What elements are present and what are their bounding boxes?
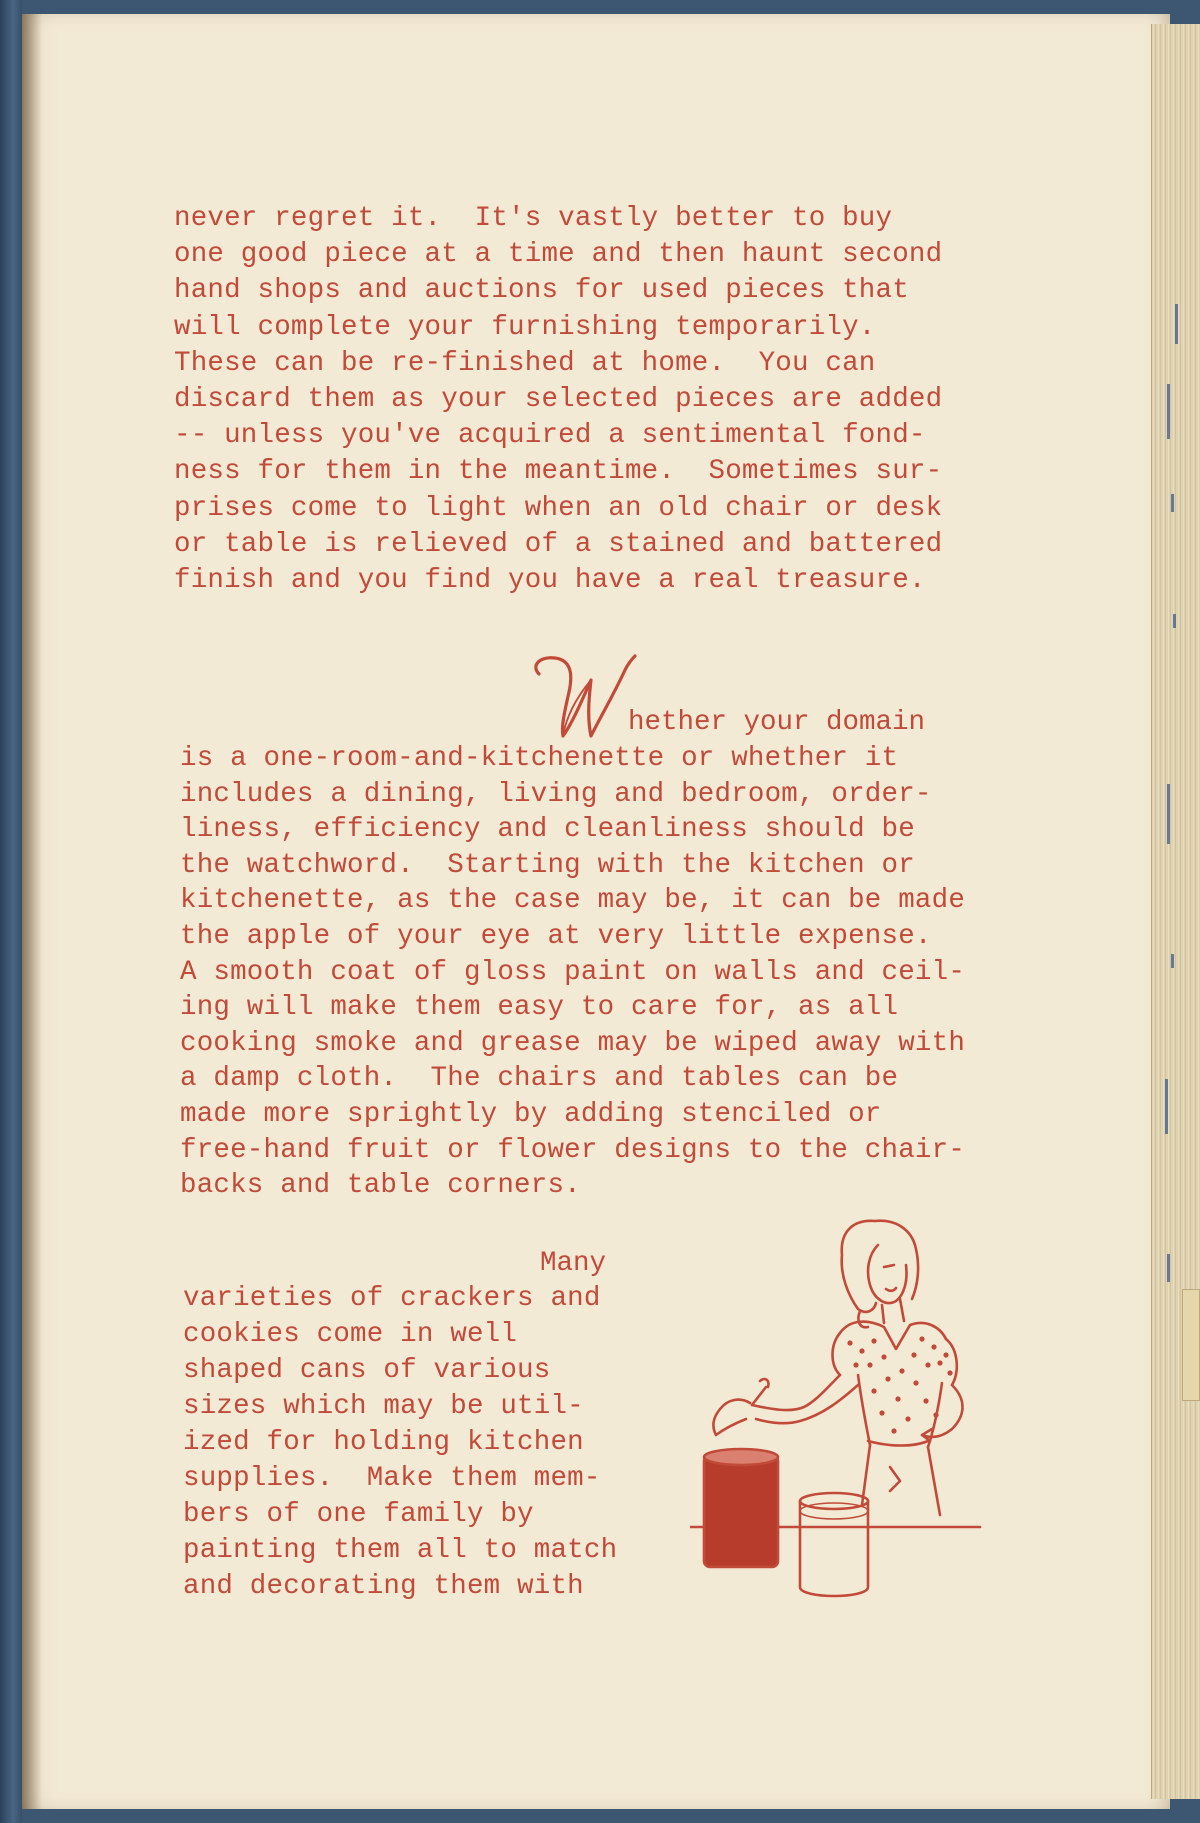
text-line: is a one-room-and-kitchenette or whether it [180,743,899,774]
text-line: painting them all to match [183,1535,618,1566]
woman-painting-cans-illustration [690,1215,1010,1605]
text-line: These can be re-finished at home. You can [174,347,876,379]
paragraph-3-first-word: Many [540,1248,607,1279]
text-line: kitchenette, as the case may be, it can be made [180,885,966,917]
text-line: A smooth coat of gloss paint on walls and ceil- [180,956,966,988]
drop-cap-w [525,652,637,742]
text-line: shaped cans of various [183,1355,551,1386]
text-line: ing will make them easy to care for, as all [180,992,899,1024]
text-line: one good piece at a time and then haunt second [174,239,943,271]
text-line: made more sprightly by adding stenciled or [180,1098,882,1130]
text-line: supplies. Make them mem- [183,1463,601,1494]
text-line: never regret it. It's vastly better to buy [174,203,893,234]
paragraph-3 [183,1281,617,1605]
text-line: varieties of crackers and [183,1283,601,1314]
book-cover-left [0,0,22,1823]
text-line: cooking smoke and grease may be wiped away with [180,1027,966,1059]
text-line: bers of one family by [183,1499,534,1530]
text-line: free-hand fruit or flower designs to the chair- [180,1134,966,1166]
text-line: the apple of your eye at very little expense. [180,920,932,952]
text-line: sizes which may be util- [183,1391,584,1422]
text-line: discard them as your selected pieces are added [174,383,943,415]
page-edge-tab [1182,1289,1200,1401]
paragraph-2-first-line: hether your domain [628,707,926,738]
text-line: ness for them in the meantime. Sometimes sur- [174,456,943,488]
text-line: the watchword. Starting with the kitchen or [180,849,915,881]
paragraph-2 [180,741,965,1204]
text-line: ized for holding kitchen [183,1427,584,1458]
text-line: or table is relieved of a stained and battered [174,528,943,560]
gutter-shadow [22,14,42,1809]
text-line: prises come to light when an old chair or desk [174,492,943,524]
text-line: includes a dining, living and bedroom, order- [180,778,932,810]
text-line: -- unless you've acquired a sentimental fond- [174,420,926,452]
text-line: finish and you find you have a real treasure. [174,564,926,596]
paragraph-1 [174,201,942,599]
text-line: will complete your furnishing temporarily. [174,311,876,343]
text-line: cookies come in well [183,1319,518,1350]
text-line: hand shops and auctions for used pieces that [174,275,909,307]
text-line: and decorating them with [183,1571,584,1602]
text-line: backs and table corners. [180,1170,581,1202]
page-edges [1151,24,1200,1799]
text-line: liness, efficiency and cleanliness should be [180,814,915,846]
text-line: a damp cloth. The chairs and tables can be [180,1063,899,1095]
